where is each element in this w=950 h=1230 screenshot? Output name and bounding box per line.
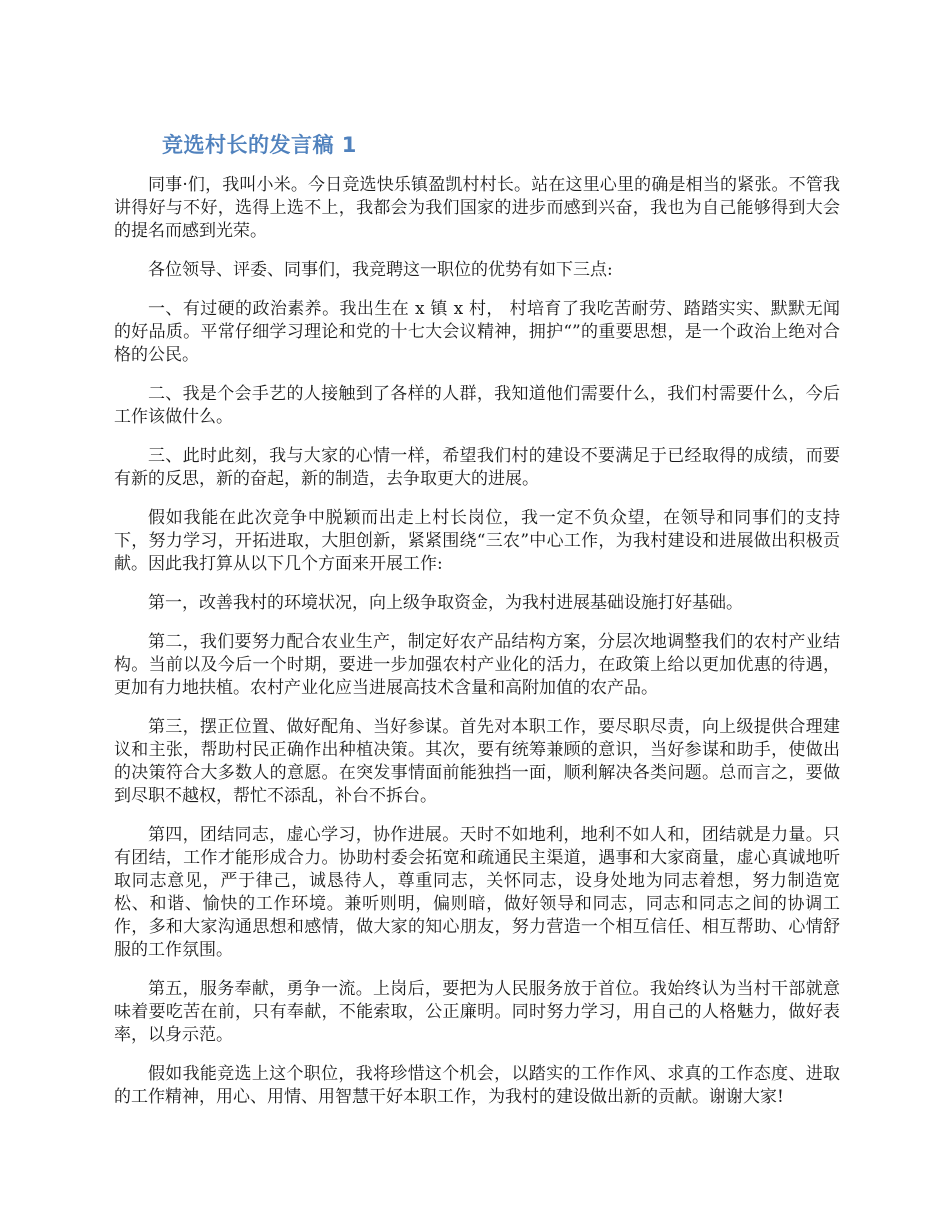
- paragraph-plan-3: 第三，摆正位置、做好配角、当好参谋。首先对本职工作，要尽职尽责，向上级提供合理建议和主张，帮助村民正确作出种植决策。其次，要有统筹兼顾的意识，当好参谋和助手，使做出的决策符合大多数人的意愿。在突发事情面前能独挡一面，顺利解决各类问题。总而言之，要做到尽职不越权，帮忙不添乱，补台不拆台。: [114, 717, 840, 806]
- paragraph-plan-5: 第五，服务奉献，勇争一流。上岗后，要把为人民服务放于首位。我始终认为当村干部就意味着要吃苦在前，只有奉献，不能索取，公正廉明。同时努力学习，用自己的人格魅力，做好表率，以身示范。: [114, 979, 840, 1045]
- document-body: [114, 174, 840, 1125]
- paragraph-advantage-3: 三、此时此刻，我与大家的心情一样，希望我们村的建设不要满足于已经取得的成绩，而要有新的反思，新的奋起，新的制造，去争取更大的进展。: [114, 446, 840, 489]
- document-title: 竞选村长的发言稿 1: [162, 133, 357, 157]
- paragraph-closing: 假如我能竞选上这个职位，我将珍惜这个机会，以踏实的工作作风、求真的工作态度、进取的工作精神，用心、用情、用智慧干好本职工作，为我村的建设做出新的贡献。谢谢大家!: [114, 1064, 840, 1107]
- paragraph-plan-1: 第一，改善我村的环境状况，向上级争取资金，为我村进展基础设施打好基础。: [148, 593, 743, 613]
- paragraph-intro: 同事·们，我叫小米。今日竞选快乐镇盈凯村村长。站在这里心里的确是相当的紧张。不管我讲得好与不好，选得上选不上，我都会为我们国家的进步而感到兴奋，我也为自己能够得到大会的提名而感到光荣。: [114, 175, 840, 241]
- paragraph-advantages-intro: 各位领导、评委、同事们，我竞聘这一职位的优势有如下三点:: [148, 260, 613, 280]
- paragraph-advantage-2: 二、我是个会手艺的人接触到了各样的人群，我知道他们需要什么，我们村需要什么，今后工作该做什么。: [114, 384, 840, 427]
- paragraph-plan-intro: 假如我能在此次竞争中脱颖而出走上村长岗位，我一定不负众望，在领导和同事们的支持下，努力学习，开拓进取，大胆创新，紧紧围绕“三农”中心工作，为我村建设和进展做出积极贡献。因此我打算从以下几个方面来开展工作:: [114, 508, 840, 574]
- paragraph-advantage-1: 一、有过硬的政治素养。我出生在 x 镇 x 村， 村培育了我吃苦耐劳、踏踏实实、默默无闻的好品质。平常仔细学习理论和党的十七大会议精神，拥护“”的重要思想，是一个政治上绝对合格的公民。: [114, 299, 840, 365]
- paragraph-plan-4: 第四，团结同志，虚心学习，协作进展。天时不如地利，地利不如人和，团结就是力量。只有团结，工作才能形成合力。协助村委会拓宽和疏通民主渠道，遇事和大家商量，虚心真诚地听取同志意见，严于律己，诚恳待人，尊重同志，关怀同志，设身处地为同志着想，努力制造宽松、和谐、愉快的工作环境。兼听则明，偏则暗，做好领导和同志，同志和同志之间的协调工作，多和大家沟通思想和感情，做大家的知心朋友，努力营造一个相互信任、相互帮助、心情舒服的工作氛围。: [114, 825, 840, 960]
- paragraph-plan-2: 第二，我们要努力配合农业生产，制定好农产品结构方案，分层次地调整我们的农村产业结构。当前以及今后一个时期，要进一步加强农村产业化的活力，在政策上给以更加优惠的待遇，更加有力地扶植。农村产业化应当进展高技术含量和高附加值的农产品。: [114, 632, 840, 698]
